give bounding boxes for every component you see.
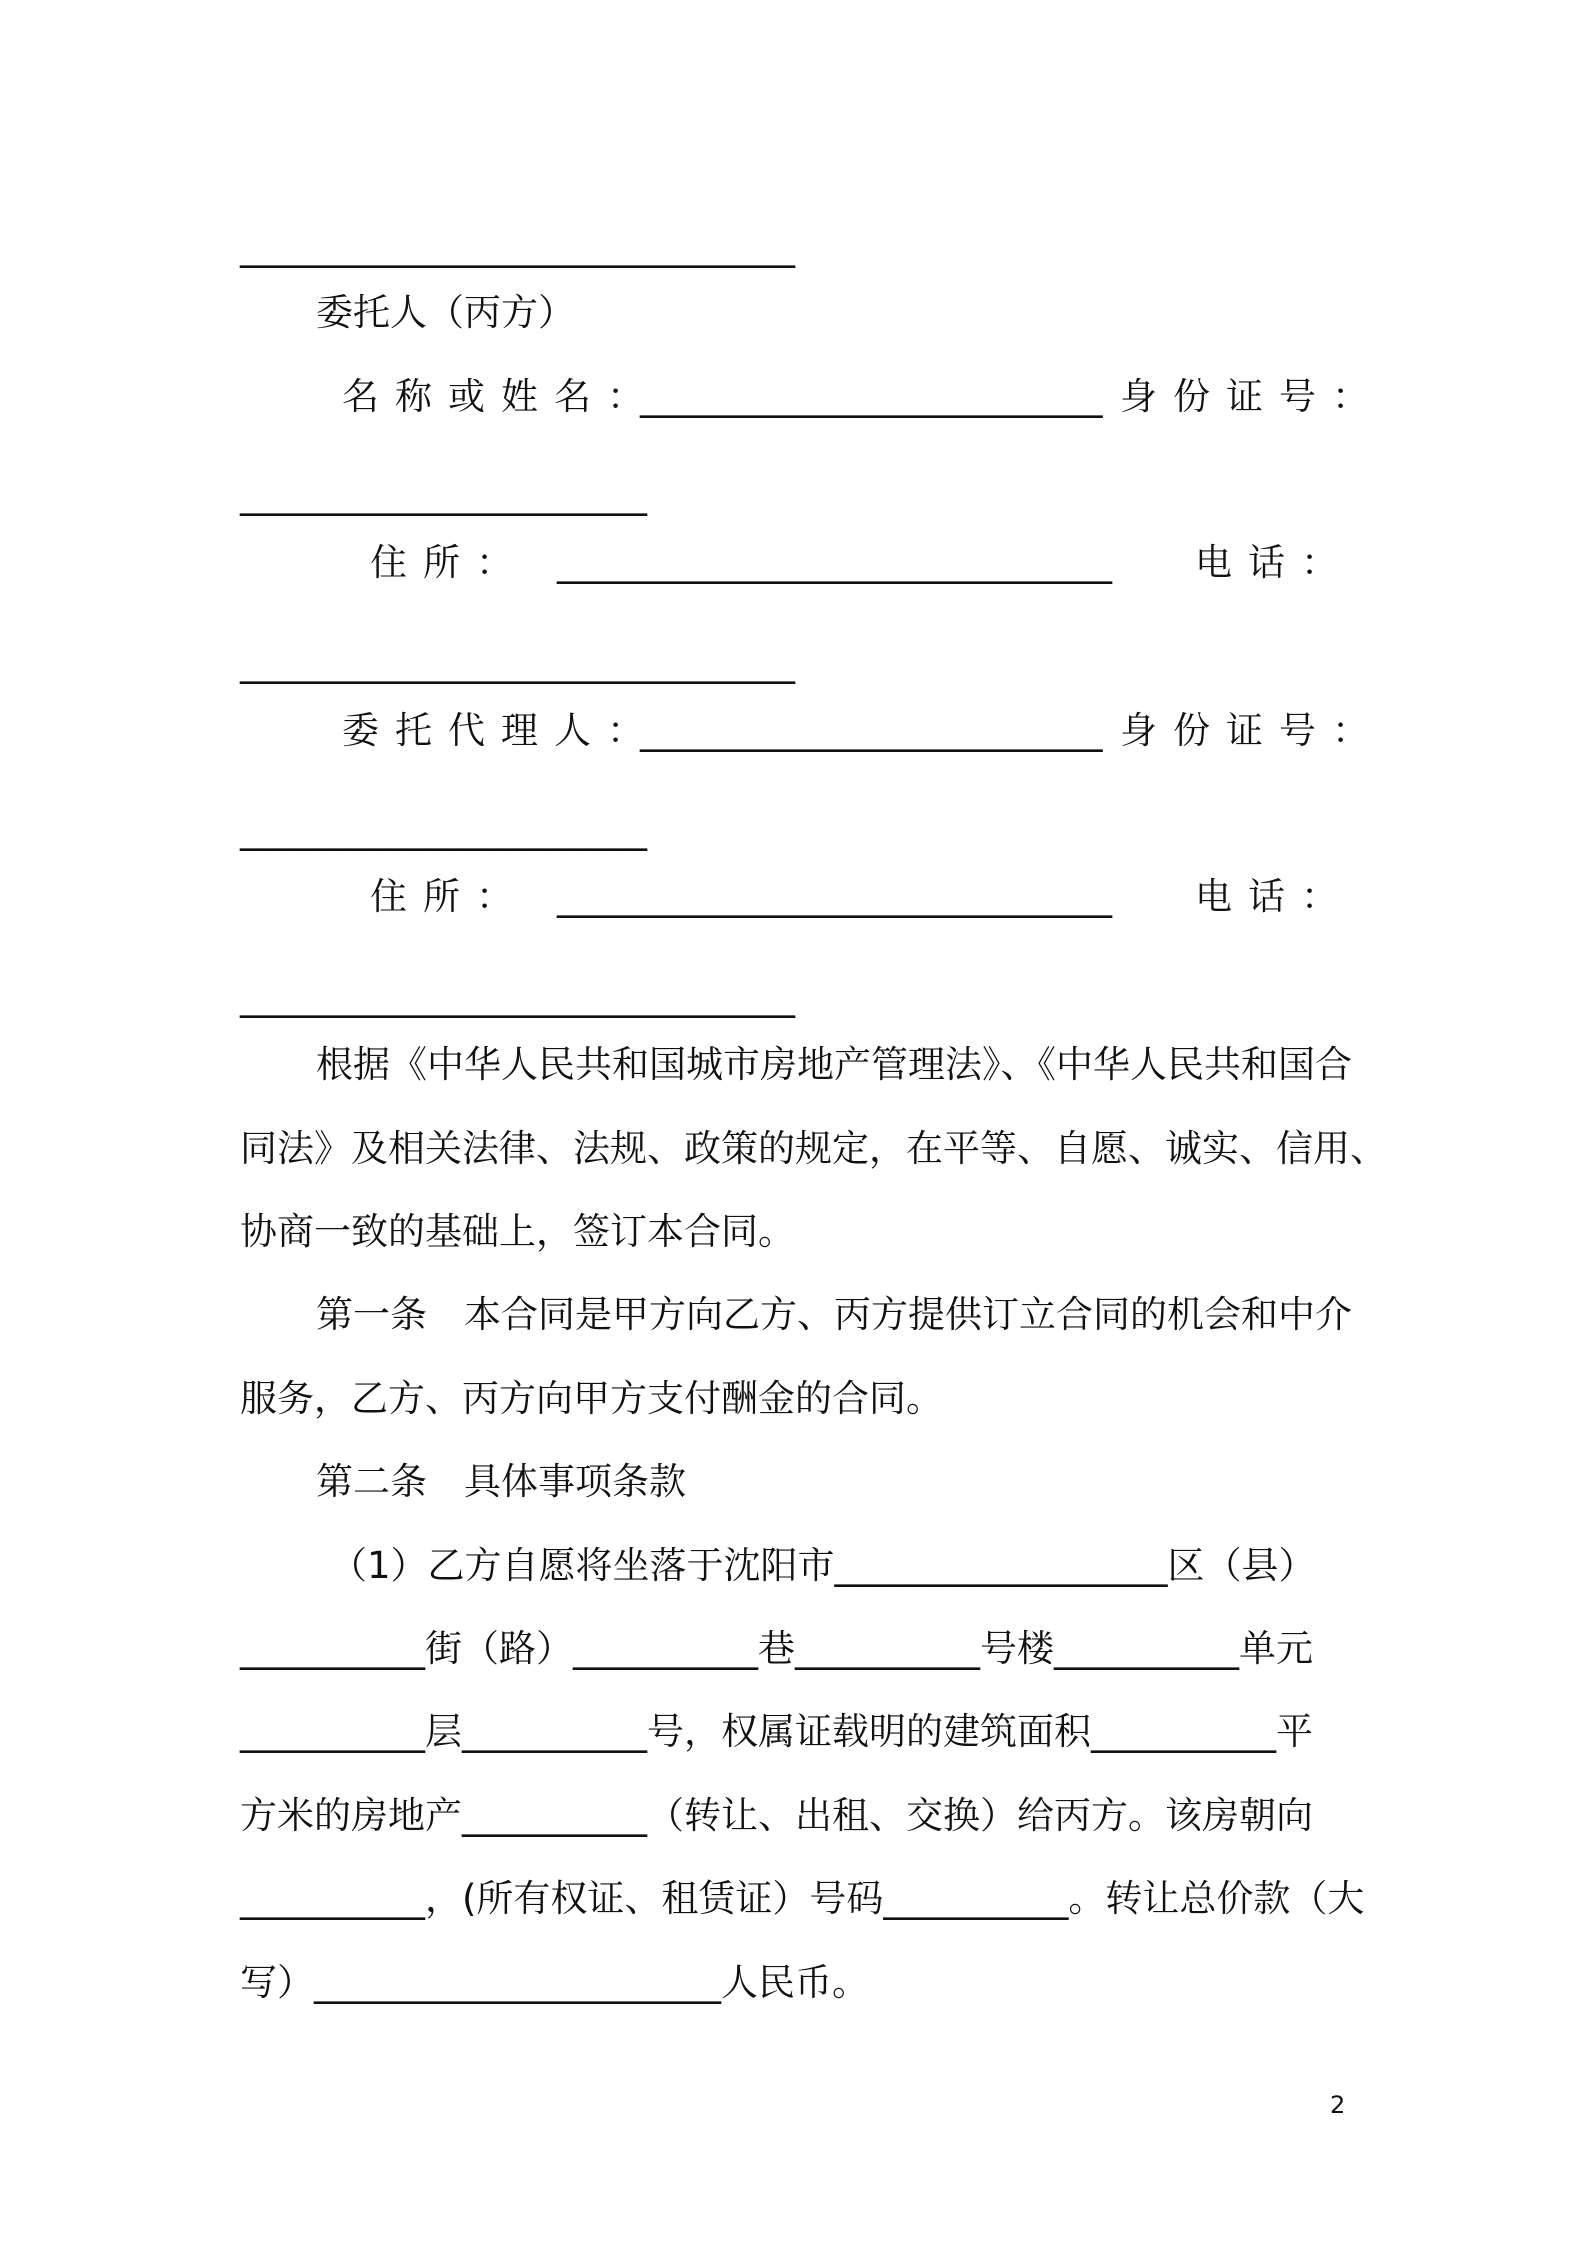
preamble-line: 协商一致的基础上，签订本合同。: [240, 1210, 795, 1253]
party-c-heading: 委托人（丙方）: [316, 291, 575, 334]
preamble-line: 同法》及相关法律、法规、政策的规定，在平等、自愿、诚实、信用、: [240, 1127, 1387, 1170]
agent-address-label: 住所：: [370, 875, 529, 918]
agent-id-label: 身份证号：: [1120, 709, 1385, 752]
agent-blank: _________________________: [640, 709, 1103, 752]
agent-phone-label: 电话：: [1195, 875, 1354, 918]
article-2-line: （1）乙方自愿将坐落于沈阳市__________________区（县）: [330, 1544, 1316, 1587]
article-2-line: __________，(所有权证、租赁证）号码__________。转让总价款（大: [240, 1877, 1365, 1920]
name-label: 名称或姓名：: [342, 375, 660, 418]
phone-label: 电话：: [1195, 541, 1354, 584]
agent-phone-blank: ______________________________: [240, 975, 795, 1018]
id-blank: ______________________: [240, 473, 647, 516]
preamble-line: 根据《中华人民共和国城市房地产管理法》、《中华人民共和国合: [316, 1043, 1352, 1086]
id-label: 身份证号：: [1120, 375, 1385, 418]
address-blank: ______________________________: [557, 541, 1112, 584]
article-2-line: __________街（路）__________巷__________号楼__________单元: [240, 1627, 1313, 1670]
page-number: 2: [1330, 2091, 1346, 2119]
article-2-line: __________层__________号，权属证载明的建筑面积__________平: [240, 1710, 1313, 1753]
article-2-heading: 第二条 具体事项条款: [316, 1460, 686, 1503]
agent-id-blank: ______________________: [240, 808, 647, 851]
article-1-line: 服务，乙方、丙方向甲方支付酬金的合同。: [240, 1377, 943, 1420]
article-2-line: 写）______________________人民币。: [240, 1961, 869, 2004]
agent-address-blank: ______________________________: [557, 875, 1112, 918]
phone-blank: ______________________________: [240, 641, 795, 684]
article-2-line: 方米的房地产__________（转让、出租、交换）给丙方。该房朝向: [240, 1794, 1313, 1837]
name-blank: _________________________: [640, 375, 1103, 418]
article-1-line: 第一条 本合同是甲方向乙方、丙方提供订立合同的机会和中介: [316, 1293, 1352, 1336]
blank-line: ______________________________: [240, 225, 795, 268]
agent-label: 委托代理人：: [342, 709, 660, 752]
address-label: 住所：: [370, 541, 529, 584]
